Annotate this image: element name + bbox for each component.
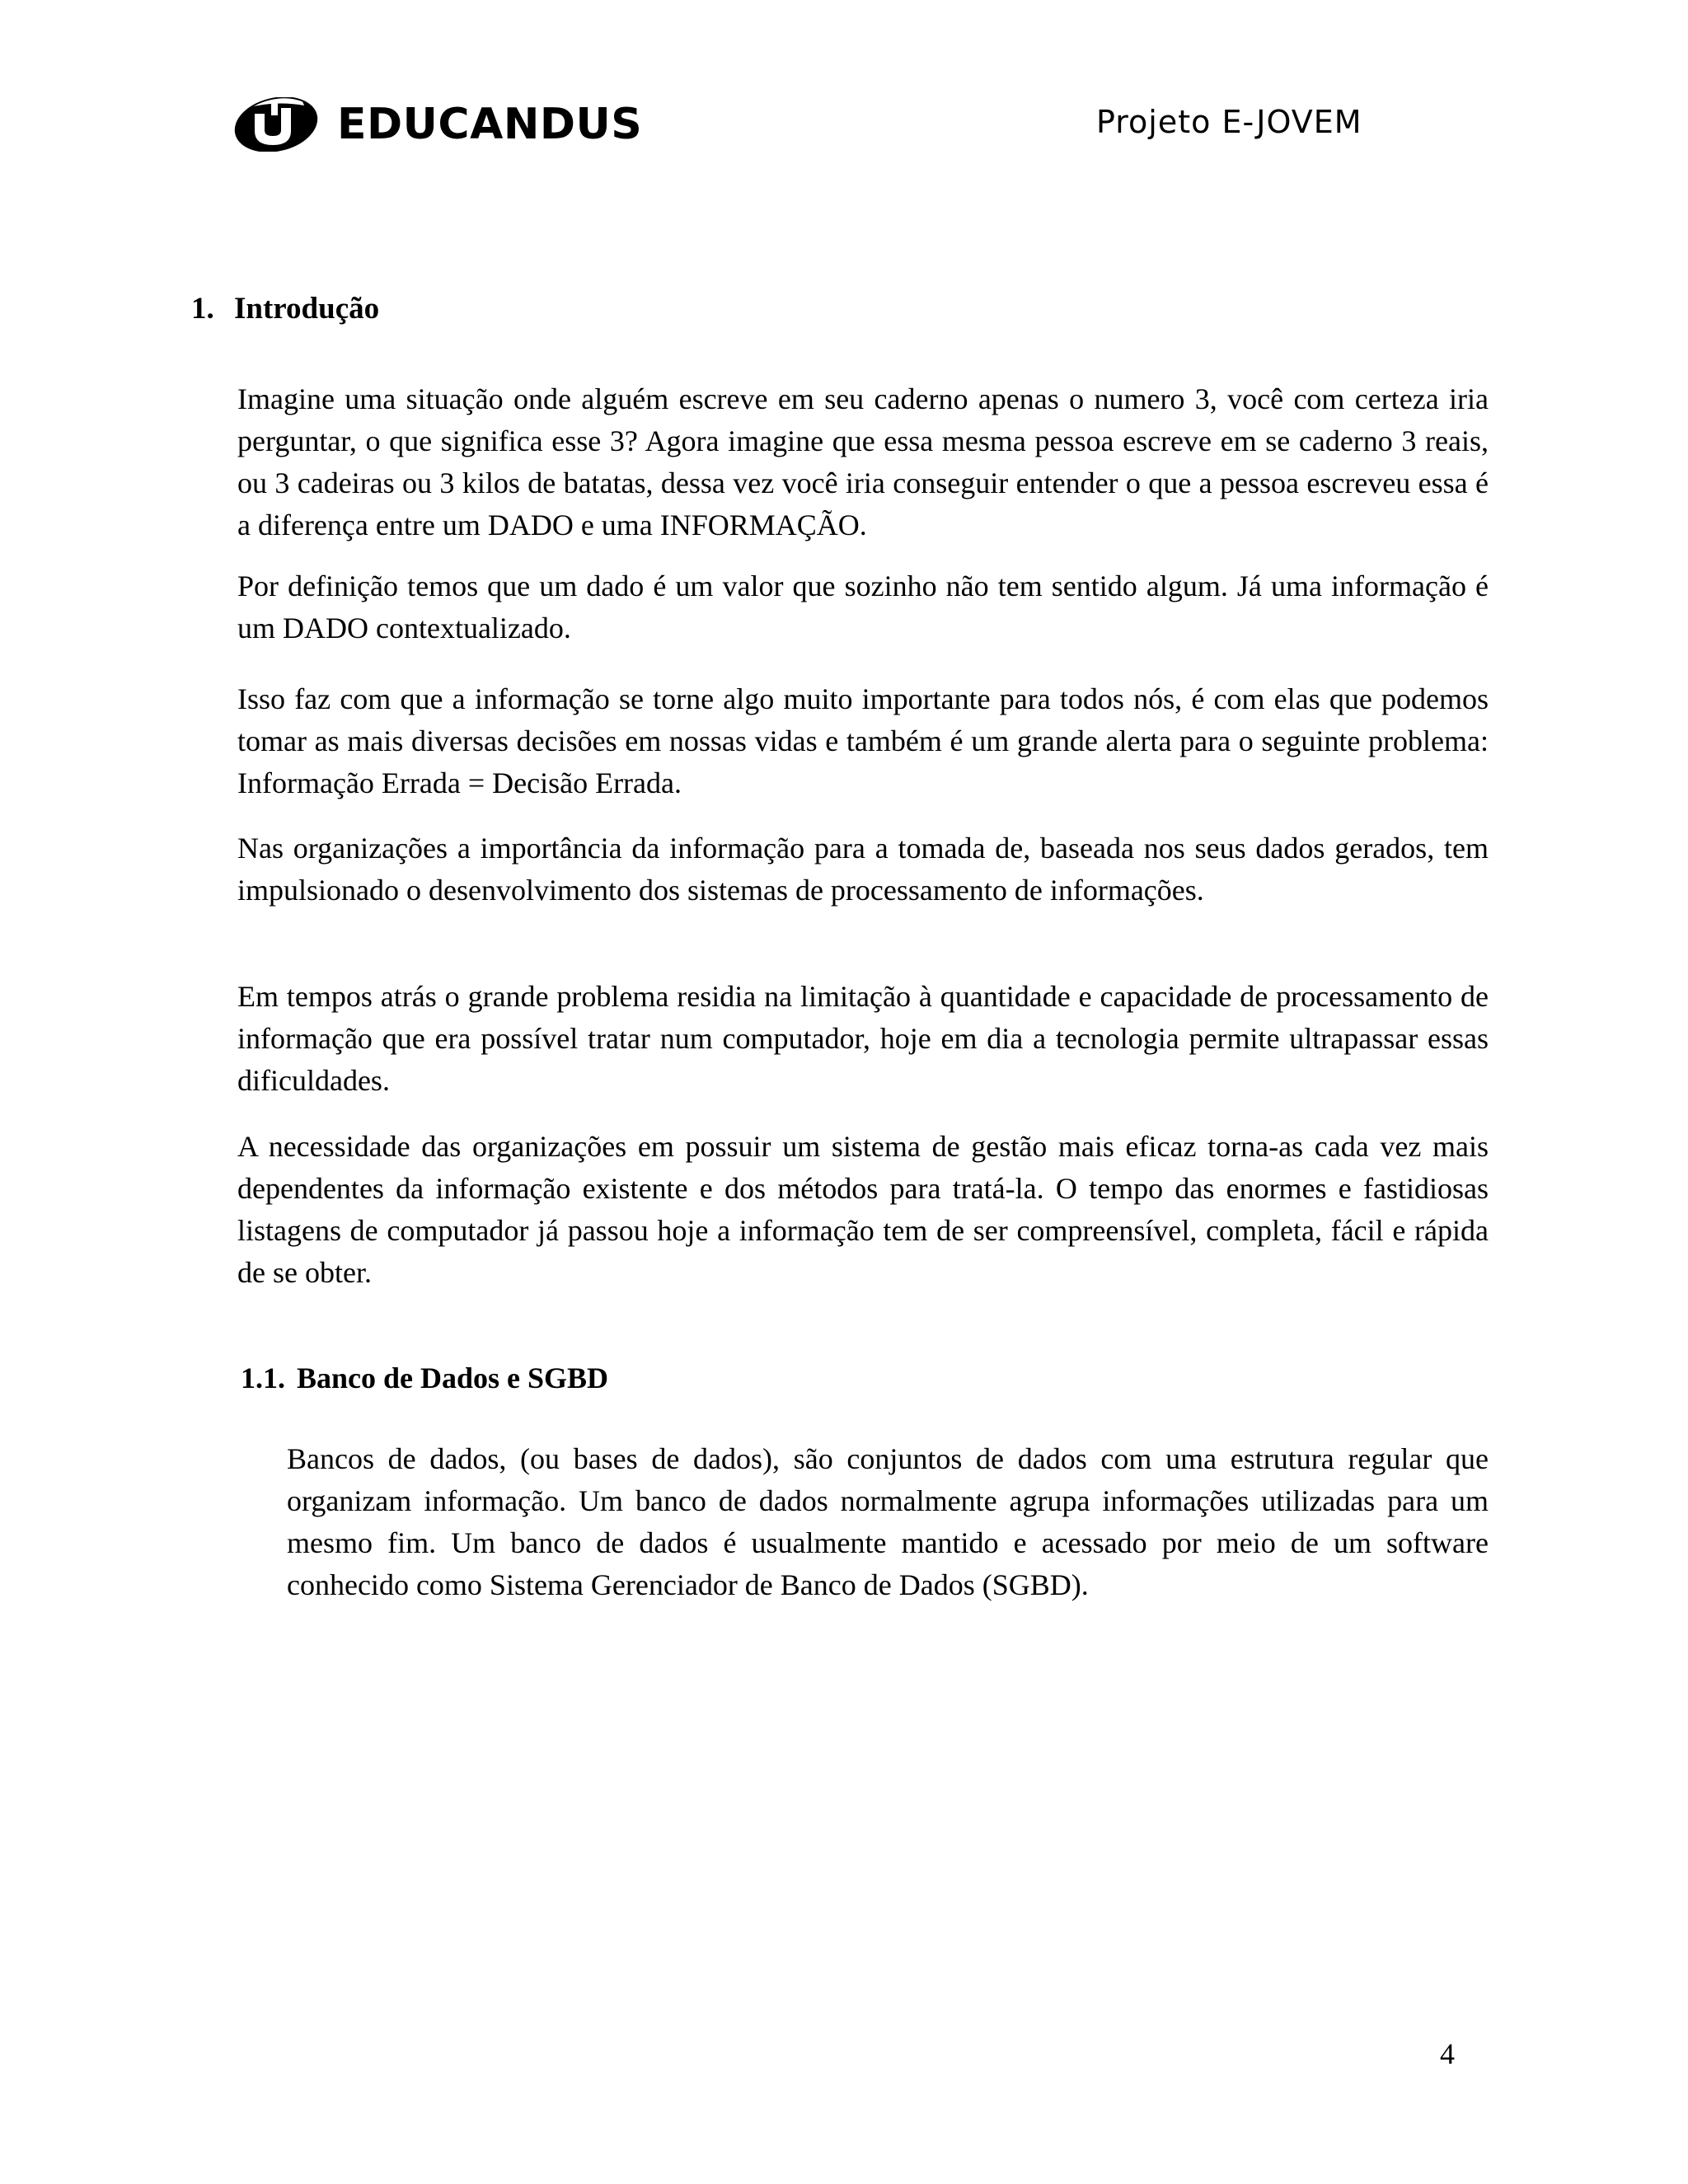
paragraph-intro-3: Isso faz com que a informação se torne algo muito importante para todos nós, é com elas que podemos tomar as mais diversas decisões em nossas vidas e também é um grande alerta para o seguinte problema: Informação Errada = Decisão Errada. xyxy=(237,682,1489,799)
page-header xyxy=(0,97,1688,171)
paragraph-intro-6: A necessidade das organizações em possuir um sistema de gestão mais eficaz torna-as cada vez mais dependentes da informação existente e dos métodos para tratá-la. O tempo das enormes e fastidiosas listagens de computador já passou hoje a informação tem de ser compreensível, completa, fácil e rápida de se obter. xyxy=(237,1130,1489,1289)
educandus-wordmark: EDUCANDUS xyxy=(337,100,643,149)
paragraph-intro-2: Por definição temos que um dado é um valor que sozinho não tem sentido algum. Já uma informação é um DADO contextualizado. xyxy=(237,569,1489,644)
paragraph-sgbd-1: Bancos de dados, (ou bases de dados), são conjuntos de dados com uma estrutura regular que organizam informação. Um banco de dados normalmente agrupa informações utilizadas para um mesmo fim. Um banco de dados é usualmente mantido e acessado por meio de um software conhecido como Sistema Gerenciador de Banco de Dados (SGBD). xyxy=(287,1442,1489,1601)
section-title-1-1: Banco de Dados e SGBD xyxy=(297,1361,609,1394)
page-number: 4 xyxy=(1440,2037,1455,2070)
section-heading-1 xyxy=(191,291,379,327)
paragraph-intro-5: Em tempos atrás o grande problema residia na limitação à quantidade e capacidade de processamento de informação que era possível tratar num computador, hoje em dia a tecnologia permite ultrapassar essas dificuldades. xyxy=(237,980,1489,1097)
section-number-1: 1. xyxy=(191,291,214,326)
educandus-logo xyxy=(233,97,642,152)
educandus-oval-mouse-mark-icon xyxy=(233,97,319,152)
section-title-1: Introdução xyxy=(234,291,380,326)
paragraph-intro-1: Imagine uma situação onde alguém escreve em seu caderno apenas o numero 3, você com certeza iria perguntar, o que significa esse 3? Agora imagine que essa mesma pessoa escreve em se caderno 3 reais, ou 3 cadeiras ou 3 kilos de batatas, dessa vez você iria conseguir entender o que a pessoa escreveu essa é a diferença entre um DADO e uma INFORMAÇÃO. xyxy=(237,382,1489,541)
paragraph-intro-4: Nas organizações a importância da informação para a tomada de, baseada nos seus dados gerados, tem impulsionado o desenvolvimento dos sistemas de processamento de informações. xyxy=(237,832,1489,907)
section-heading-1-1 xyxy=(241,1361,608,1396)
project-title: Projeto E-JOVEM xyxy=(1096,104,1362,140)
section-number-1-1: 1.1. xyxy=(241,1361,285,1394)
